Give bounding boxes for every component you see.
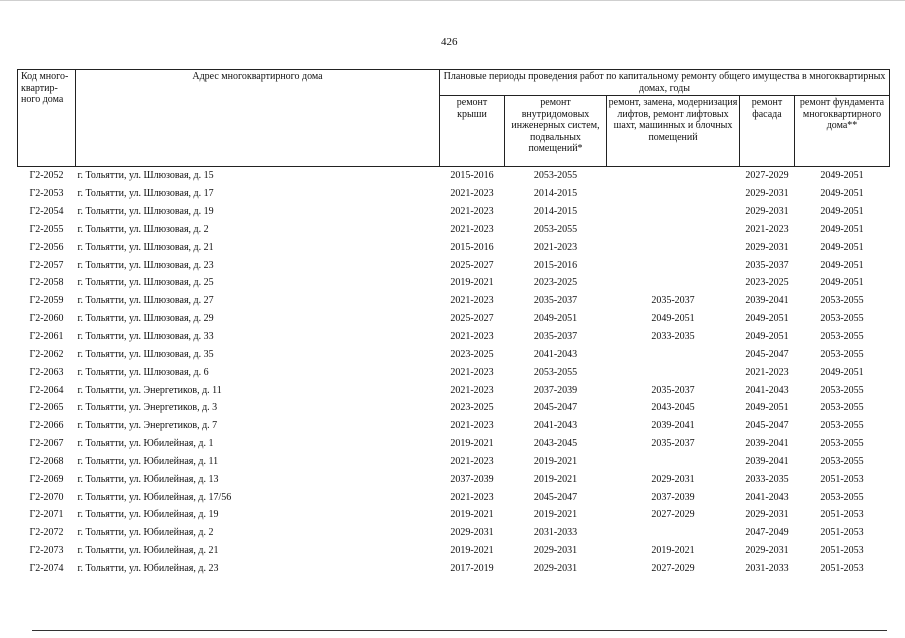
- header-foundation: ремонт фундамента многоквартирного дома**: [795, 96, 890, 167]
- facade-period: 2035-2037: [745, 259, 789, 271]
- building-code: Г2-2073: [29, 545, 64, 557]
- table-row: [18, 381, 890, 399]
- facade-period: 2023-2025: [745, 277, 789, 289]
- elevator-period: [607, 363, 740, 381]
- building-address: г. Тольятти, ул. Юбилейная, д. 17/56: [77, 491, 232, 503]
- foundation-period: 2053-2055: [820, 438, 864, 450]
- elevator-period: 2035-2037: [651, 438, 695, 450]
- foundation-period: 2049-2051: [820, 259, 864, 271]
- engineering-period: 2053-2055: [533, 170, 578, 182]
- facade-period: 2041-2043: [745, 384, 789, 396]
- building-code: Г2-2065: [29, 402, 64, 414]
- engineering-period: 2053-2055: [533, 223, 578, 235]
- header-engineering: ремонт внутридомовых инженерных систем, подвальных помещений*: [505, 96, 607, 167]
- building-code: Г2-2054: [29, 206, 64, 218]
- elevator-period: 2019-2021: [651, 545, 695, 557]
- elevator-period: 2037-2039: [651, 491, 695, 503]
- engineering-period: 2014-2015: [533, 188, 578, 200]
- header-code: Код много- квартир- ного дома: [18, 70, 76, 167]
- table-row: [18, 167, 890, 185]
- top-border: [0, 0, 905, 1]
- elevator-period: [607, 453, 740, 471]
- roof-period: 2029-2031: [450, 527, 494, 539]
- foundation-period: 2053-2055: [820, 420, 864, 432]
- building-code: Г2-2064: [29, 384, 64, 396]
- table-row: [18, 488, 890, 506]
- roof-period: 2021-2023: [450, 384, 494, 396]
- facade-period: 2021-2023: [745, 366, 789, 378]
- table-row: [18, 435, 890, 453]
- building-code: Г2-2068: [29, 455, 64, 467]
- building-code: Г2-2061: [29, 331, 64, 343]
- foundation-period: 2051-2053: [820, 509, 864, 521]
- foundation-period: 2053-2055: [820, 402, 864, 414]
- table-row: [18, 524, 890, 542]
- engineering-period: 2021-2023: [533, 241, 578, 253]
- elevator-period: [607, 345, 740, 363]
- table-row: [18, 274, 890, 292]
- facade-period: 2029-2031: [745, 545, 789, 557]
- elevator-period: 2039-2041: [651, 420, 695, 432]
- building-code: Г2-2063: [29, 366, 64, 378]
- building-code: Г2-2052: [29, 170, 64, 182]
- roof-period: 2019-2021: [450, 509, 494, 521]
- foundation-period: 2053-2055: [820, 348, 864, 360]
- building-code: Г2-2062: [29, 348, 64, 360]
- foundation-period: 2053-2055: [820, 295, 864, 307]
- engineering-period: 2019-2021: [533, 473, 578, 485]
- foundation-period: 2049-2051: [820, 188, 864, 200]
- engineering-period: 2035-2037: [533, 331, 578, 343]
- building-address: г. Тольятти, ул. Юбилейная, д. 13: [77, 473, 219, 485]
- facade-period: 2027-2029: [745, 170, 789, 182]
- table-body: [18, 167, 890, 578]
- elevator-period: 2027-2029: [651, 509, 695, 521]
- elevator-period: 2033-2035: [651, 331, 695, 343]
- foundation-period: 2053-2055: [820, 313, 864, 325]
- engineering-period: 2029-2031: [533, 562, 578, 574]
- building-code: Г2-2074: [29, 562, 64, 574]
- foundation-period: 2053-2055: [820, 384, 864, 396]
- header-elevator: ремонт, замена, модернизация лифтов, ремонт лифтовых шахт, машинных и блочных помещений: [607, 96, 740, 167]
- foundation-period: 2053-2055: [820, 491, 864, 503]
- engineering-period: 2023-2025: [533, 277, 578, 289]
- facade-period: 2047-2049: [745, 527, 789, 539]
- engineering-period: 2053-2055: [533, 366, 578, 378]
- facade-period: 2049-2051: [745, 331, 789, 343]
- engineering-period: 2041-2043: [533, 348, 578, 360]
- foundation-period: 2051-2053: [820, 545, 864, 557]
- facade-period: 2045-2047: [745, 420, 789, 432]
- building-address: г. Тольятти, ул. Шлюзовая, д. 15: [77, 170, 214, 182]
- roof-period: 2021-2023: [450, 491, 494, 503]
- building-address: г. Тольятти, ул. Энергетиков, д. 11: [77, 384, 222, 396]
- engineering-period: 2045-2047: [533, 491, 578, 503]
- table-row: [18, 560, 890, 578]
- roof-period: 2021-2023: [450, 223, 494, 235]
- table-row: [18, 203, 890, 221]
- building-address: г. Тольятти, ул. Шлюзовая, д. 2: [77, 223, 209, 235]
- elevator-period: 2049-2051: [651, 313, 695, 325]
- elevator-period: [607, 203, 740, 221]
- page-number: 426: [441, 36, 458, 48]
- building-address: г. Тольятти, ул. Юбилейная, д. 23: [77, 562, 219, 574]
- table-row: [18, 345, 890, 363]
- foundation-period: 2049-2051: [820, 277, 864, 289]
- building-code: Г2-2070: [29, 491, 64, 503]
- engineering-period: 2049-2051: [533, 313, 578, 325]
- building-address: г. Тольятти, ул. Шлюзовая, д. 33: [77, 331, 214, 343]
- building-address: г. Тольятти, ул. Шлюзовая, д. 29: [77, 313, 214, 325]
- elevator-period: 2035-2037: [651, 295, 695, 307]
- foundation-period: 2049-2051: [820, 170, 864, 182]
- foundation-period: 2051-2053: [820, 562, 864, 574]
- building-code: Г2-2072: [29, 527, 64, 539]
- building-code: Г2-2057: [29, 259, 64, 271]
- header-periods: Плановые периоды проведения работ по капитальному ремонту общего имущества в многоквартирных домах, годы: [440, 70, 890, 96]
- roof-period: 2021-2023: [450, 420, 494, 432]
- facade-period: 2029-2031: [745, 509, 789, 521]
- engineering-period: 2035-2037: [533, 295, 578, 307]
- foundation-period: 2049-2051: [820, 366, 864, 378]
- foundation-period: 2051-2053: [820, 473, 864, 485]
- roof-period: 2021-2023: [450, 295, 494, 307]
- foundation-period: 2049-2051: [820, 241, 864, 253]
- facade-period: 2049-2051: [745, 313, 789, 325]
- foundation-period: 2053-2055: [820, 455, 864, 467]
- facade-period: 2039-2041: [745, 295, 789, 307]
- header-facade: ремонт фасада: [740, 96, 795, 167]
- roof-period: 2015-2016: [450, 170, 494, 182]
- building-address: г. Тольятти, ул. Шлюзовая, д. 27: [77, 295, 214, 307]
- facade-period: 2045-2047: [745, 348, 789, 360]
- table-row: [18, 417, 890, 435]
- elevator-period: [607, 524, 740, 542]
- roof-period: 2021-2023: [450, 206, 494, 218]
- roof-period: 2019-2021: [450, 545, 494, 557]
- roof-period: 2021-2023: [450, 331, 494, 343]
- engineering-period: 2019-2021: [533, 509, 578, 521]
- building-address: г. Тольятти, ул. Шлюзовая, д. 25: [77, 277, 214, 289]
- table-row: [18, 363, 890, 381]
- table-row: [18, 506, 890, 524]
- table-row: [18, 470, 890, 488]
- roof-period: 2037-2039: [450, 473, 494, 485]
- facade-period: 2029-2031: [745, 206, 789, 218]
- roof-period: 2023-2025: [450, 348, 494, 360]
- table-row: [18, 256, 890, 274]
- facade-period: 2031-2033: [745, 562, 789, 574]
- foundation-period: 2049-2051: [820, 206, 864, 218]
- engineering-period: 2015-2016: [533, 259, 578, 271]
- building-code: Г2-2055: [29, 223, 64, 235]
- elevator-period: [607, 221, 740, 239]
- roof-period: 2017-2019: [450, 562, 494, 574]
- building-address: г. Тольятти, ул. Шлюзовая, д. 35: [77, 348, 214, 360]
- table-row: [18, 185, 890, 203]
- engineering-period: 2031-2033: [533, 527, 578, 539]
- building-code: Г2-2059: [29, 295, 64, 307]
- roof-period: 2021-2023: [450, 188, 494, 200]
- facade-period: 2049-2051: [745, 402, 789, 414]
- table-row: [18, 221, 890, 239]
- elevator-period: [607, 274, 740, 292]
- facade-period: 2033-2035: [745, 473, 789, 485]
- building-address: г. Тольятти, ул. Энергетиков, д. 7: [77, 420, 218, 432]
- building-code: Г2-2069: [29, 473, 64, 485]
- facade-period: 2029-2031: [745, 188, 789, 200]
- facade-period: 2039-2041: [745, 455, 789, 467]
- table-row: [18, 292, 890, 310]
- roof-period: 2019-2021: [450, 277, 494, 289]
- header-address: Адрес многоквартирного дома: [76, 70, 440, 167]
- foundation-period: 2049-2051: [820, 223, 864, 235]
- roof-period: 2025-2027: [450, 313, 494, 325]
- elevator-period: 2029-2031: [651, 473, 695, 485]
- building-address: г. Тольятти, ул. Шлюзовая, д. 21: [77, 241, 214, 253]
- facade-period: 2029-2031: [745, 241, 789, 253]
- facade-period: 2021-2023: [745, 223, 789, 235]
- facade-period: 2041-2043: [745, 491, 789, 503]
- engineering-period: 2043-2045: [533, 438, 578, 450]
- bottom-rule: [32, 630, 887, 631]
- building-address: г. Тольятти, ул. Шлюзовая, д. 23: [77, 259, 214, 271]
- foundation-period: 2053-2055: [820, 331, 864, 343]
- table-row: [18, 310, 890, 328]
- building-code: Г2-2066: [29, 420, 64, 432]
- building-address: г. Тольятти, ул. Юбилейная, д. 11: [77, 455, 219, 467]
- engineering-period: 2037-2039: [533, 384, 578, 396]
- building-address: г. Тольятти, ул. Шлюзовая, д. 6: [77, 366, 209, 378]
- elevator-period: [607, 256, 740, 274]
- roof-period: 2021-2023: [450, 366, 494, 378]
- building-code: Г2-2053: [29, 188, 64, 200]
- building-code: Г2-2056: [29, 241, 64, 253]
- building-code: Г2-2058: [29, 277, 64, 289]
- building-address: г. Тольятти, ул. Юбилейная, д. 19: [77, 509, 219, 521]
- facade-period: 2039-2041: [745, 438, 789, 450]
- roof-period: 2025-2027: [450, 259, 494, 271]
- engineering-period: 2029-2031: [533, 545, 578, 557]
- roof-period: 2019-2021: [450, 438, 494, 450]
- elevator-period: 2043-2045: [651, 402, 695, 414]
- building-address: г. Тольятти, ул. Шлюзовая, д. 17: [77, 188, 214, 200]
- table-row: [18, 542, 890, 560]
- building-address: г. Тольятти, ул. Шлюзовая, д. 19: [77, 206, 214, 218]
- building-code: Г2-2067: [29, 438, 64, 450]
- engineering-period: 2019-2021: [533, 455, 578, 467]
- table-row: [18, 453, 890, 471]
- roof-period: 2023-2025: [450, 402, 494, 414]
- building-address: г. Тольятти, ул. Энергетиков, д. 3: [77, 402, 218, 414]
- roof-period: 2021-2023: [450, 455, 494, 467]
- building-address: г. Тольятти, ул. Юбилейная, д. 21: [77, 545, 219, 557]
- building-code: Г2-2060: [29, 313, 64, 325]
- header-roof: ремонт крыши: [440, 96, 505, 167]
- building-code: Г2-2071: [29, 509, 64, 521]
- repair-schedule-table: [17, 69, 890, 577]
- foundation-period: 2051-2053: [820, 527, 864, 539]
- header-row-top: [18, 70, 890, 96]
- elevator-period: [607, 167, 740, 185]
- elevator-period: [607, 185, 740, 203]
- table-row: [18, 238, 890, 256]
- elevator-period: 2035-2037: [651, 384, 695, 396]
- building-address: г. Тольятти, ул. Юбилейная, д. 2: [77, 527, 214, 539]
- elevator-period: [607, 238, 740, 256]
- engineering-period: 2045-2047: [533, 402, 578, 414]
- engineering-period: 2014-2015: [533, 206, 578, 218]
- engineering-period: 2041-2043: [533, 420, 578, 432]
- building-address: г. Тольятти, ул. Юбилейная, д. 1: [77, 438, 214, 450]
- table-row: [18, 399, 890, 417]
- elevator-period: 2027-2029: [651, 562, 695, 574]
- table-row: [18, 328, 890, 346]
- roof-period: 2015-2016: [450, 241, 494, 253]
